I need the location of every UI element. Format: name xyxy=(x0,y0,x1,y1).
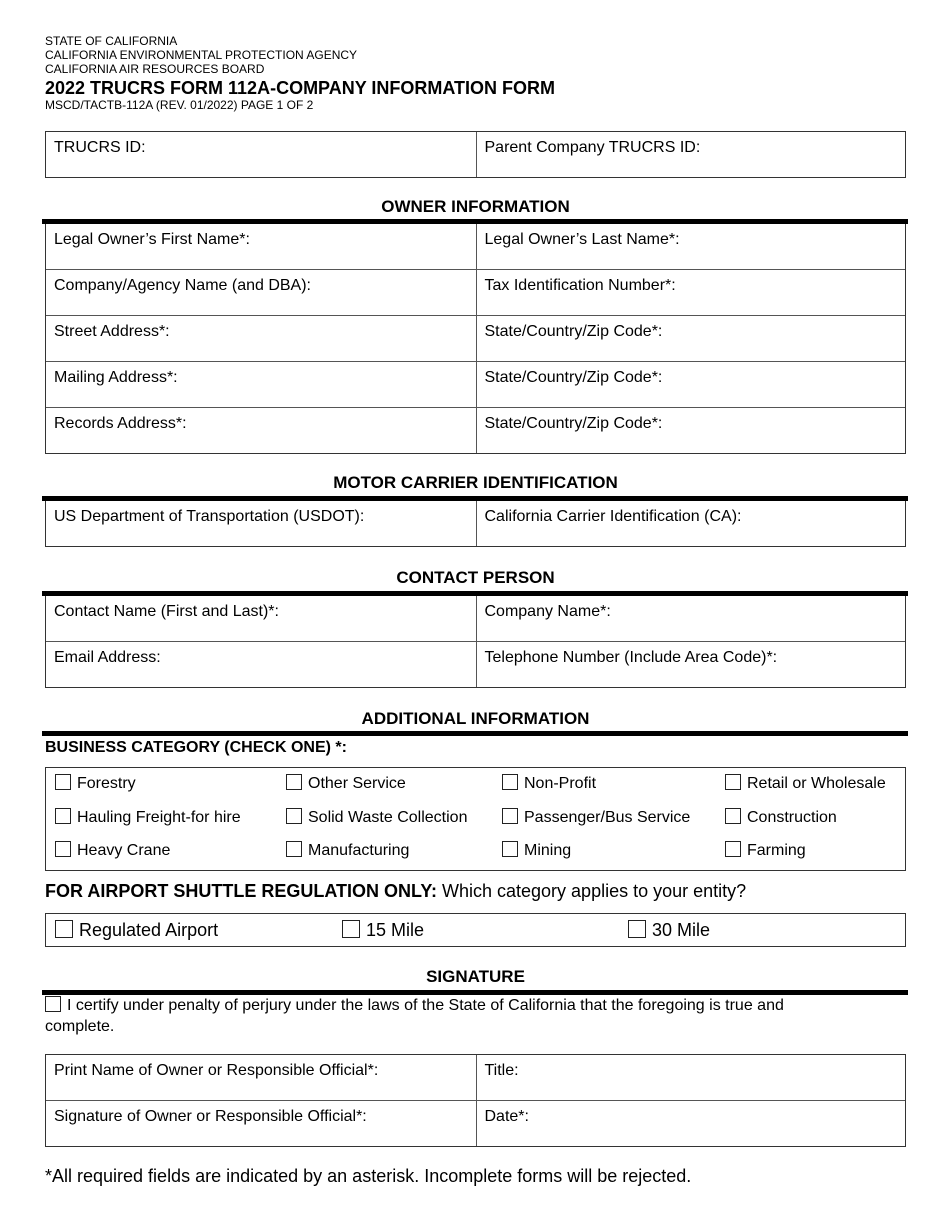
company-name-field[interactable]: Company/Agency Name (and DBA): xyxy=(54,277,311,294)
records-address-field[interactable]: Records Address*: xyxy=(54,415,187,432)
airport-options-box xyxy=(45,913,906,947)
contact-company-field[interactable]: Company Name*: xyxy=(476,596,906,641)
table-row xyxy=(46,1100,905,1146)
title-field[interactable]: Title: xyxy=(476,1055,906,1100)
airport-question xyxy=(45,880,746,902)
owner-box xyxy=(45,224,906,454)
header-agency: CALIFORNIA ENVIRONMENTAL PROTECTION AGENCY xyxy=(45,48,358,62)
required-fields-footnote: *All required fields are indicated by an asterisk. Incomplete forms will be rejected. xyxy=(45,1166,692,1186)
airport-question-text: Which category applies to your entity? xyxy=(437,881,747,901)
parent-trucrs-id-field[interactable]: Parent Company TRUCRS ID: xyxy=(476,132,906,177)
mailing-zip-field[interactable]: State/Country/Zip Code*: xyxy=(476,362,906,407)
airport-question-bold: FOR AIRPORT SHUTTLE REGULATION ONLY: xyxy=(45,881,437,901)
telephone-field[interactable]: Telephone Number (Include Area Code)*: xyxy=(476,642,906,687)
checkbox[interactable] xyxy=(725,774,741,790)
signature-divider xyxy=(42,990,908,995)
checkbox[interactable] xyxy=(502,808,518,824)
form-title: 2022 TRUCRS FORM 112A-COMPANY INFORMATION FORM xyxy=(45,78,556,98)
signature-field[interactable]: Signature of Owner or Responsible Official*: xyxy=(54,1108,367,1125)
business-category-grid xyxy=(45,767,906,871)
category-heavy-crane[interactable]: Heavy Crane xyxy=(55,841,170,861)
category-non-profit[interactable]: Non-Profit xyxy=(502,774,596,794)
checkbox[interactable] xyxy=(55,808,71,824)
category-manufacturing[interactable]: Manufacturing xyxy=(286,841,409,861)
checkbox[interactable] xyxy=(286,841,302,857)
table-row xyxy=(46,361,905,407)
category-retail-wholesale[interactable]: Retail or Wholesale xyxy=(725,774,886,794)
category-farming[interactable]: Farming xyxy=(725,841,806,861)
table-row xyxy=(46,641,905,687)
table-row xyxy=(46,407,905,453)
trucrs-id-field[interactable]: TRUCRS ID: xyxy=(54,139,146,156)
certify-statement-cont: complete. xyxy=(45,1018,115,1035)
category-solid-waste[interactable]: Solid Waste Collection xyxy=(286,808,467,828)
table-row xyxy=(46,501,905,546)
motor-section-title: MOTOR CARRIER IDENTIFICATION xyxy=(333,473,618,492)
category-passenger-bus[interactable]: Passenger/Bus Service xyxy=(502,808,690,828)
additional-section-title: ADDITIONAL INFORMATION xyxy=(361,709,590,728)
contact-box xyxy=(45,596,906,688)
checkbox[interactable] xyxy=(286,774,302,790)
usdot-field[interactable]: US Department of Transportation (USDOT): xyxy=(54,508,365,525)
checkbox[interactable] xyxy=(502,841,518,857)
contact-name-field[interactable]: Contact Name (First and Last)*: xyxy=(54,603,279,620)
checkbox[interactable] xyxy=(55,774,71,790)
table-row xyxy=(46,596,905,641)
checkbox[interactable] xyxy=(55,841,71,857)
airport-option-regulated[interactable]: Regulated Airport xyxy=(55,919,218,941)
airport-option-30-mile[interactable]: 30 Mile xyxy=(628,919,710,941)
checkbox[interactable] xyxy=(628,920,646,938)
checkbox[interactable] xyxy=(725,808,741,824)
header-board: CALIFORNIA AIR RESOURCES BOARD xyxy=(45,62,265,76)
airport-option-15-mile[interactable]: 15 Mile xyxy=(342,919,424,941)
checkbox[interactable] xyxy=(502,774,518,790)
print-name-field[interactable]: Print Name of Owner or Responsible Official*: xyxy=(54,1062,379,1079)
business-category-label: BUSINESS CATEGORY (CHECK ONE) *: xyxy=(45,739,347,756)
category-forestry[interactable]: Forestry xyxy=(55,774,136,794)
owner-section-title: OWNER INFORMATION xyxy=(381,197,570,216)
email-field[interactable]: Email Address: xyxy=(54,649,161,666)
signature-section-title: SIGNATURE xyxy=(426,967,525,986)
signature-box xyxy=(45,1054,906,1147)
header-state: STATE OF CALIFORNIA xyxy=(45,34,178,48)
checkbox[interactable] xyxy=(725,841,741,857)
form-id: MSCD/TACTB-112A (REV. 01/2022) PAGE 1 OF 2 xyxy=(45,98,314,112)
checkbox[interactable] xyxy=(342,920,360,938)
records-zip-field[interactable]: State/Country/Zip Code*: xyxy=(476,408,906,453)
category-hauling-freight[interactable]: Hauling Freight-for hire xyxy=(55,808,241,828)
checkbox[interactable] xyxy=(55,920,73,938)
date-field[interactable]: Date*: xyxy=(476,1101,906,1146)
certify-text: I certify under penalty of perjury under the laws of the State of California that the foregoing is true and xyxy=(67,997,784,1014)
ids-box xyxy=(45,131,906,178)
street-address-field[interactable]: Street Address*: xyxy=(54,323,170,340)
contact-section-title: CONTACT PERSON xyxy=(396,568,555,587)
table-row xyxy=(46,315,905,361)
table-row xyxy=(46,224,905,269)
additional-divider xyxy=(42,731,908,736)
table-row xyxy=(46,269,905,315)
street-zip-field[interactable]: State/Country/Zip Code*: xyxy=(476,316,906,361)
category-other-service[interactable]: Other Service xyxy=(286,774,406,794)
table-row xyxy=(46,1055,905,1100)
category-construction[interactable]: Construction xyxy=(725,808,837,828)
motor-box xyxy=(45,501,906,547)
tax-id-field[interactable]: Tax Identification Number*: xyxy=(476,270,906,315)
ca-carrier-id-field[interactable]: California Carrier Identification (CA): xyxy=(476,501,906,546)
first-name-field[interactable]: Legal Owner’s First Name*: xyxy=(54,231,250,248)
category-mining[interactable]: Mining xyxy=(502,841,571,861)
certify-statement[interactable] xyxy=(45,996,784,1016)
certify-checkbox[interactable] xyxy=(45,996,61,1012)
checkbox[interactable] xyxy=(286,808,302,824)
mailing-address-field[interactable]: Mailing Address*: xyxy=(54,369,178,386)
last-name-field[interactable]: Legal Owner’s Last Name*: xyxy=(476,224,906,269)
